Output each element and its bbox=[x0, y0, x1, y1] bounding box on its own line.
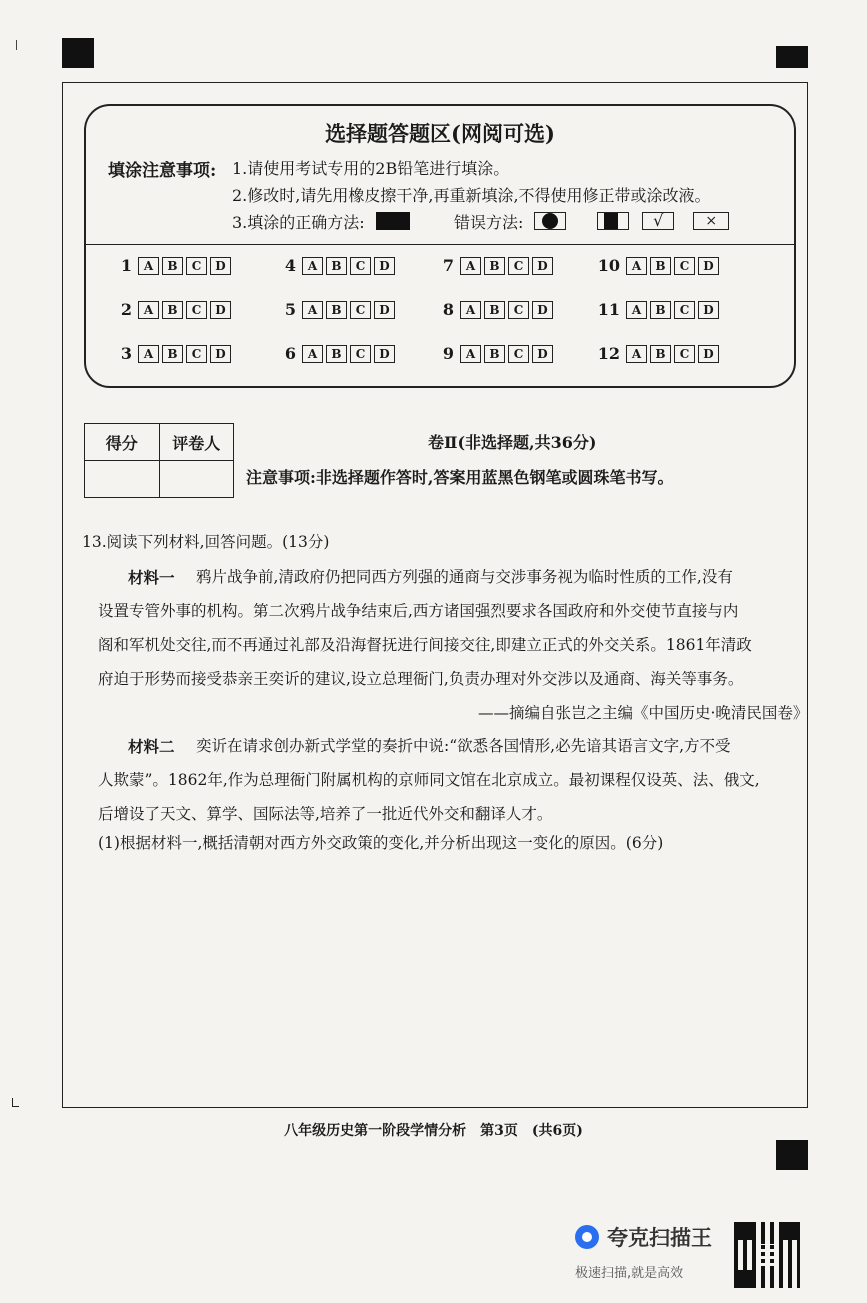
scanner-watermark bbox=[575, 1222, 712, 1281]
option-bubble-a[interactable]: A bbox=[460, 301, 481, 319]
option-bubble-a[interactable]: A bbox=[138, 257, 159, 275]
question-10 bbox=[596, 256, 722, 275]
scanner-slogan: 极速扫描,就是高效 bbox=[575, 1266, 684, 1281]
question-number: 5 bbox=[284, 300, 296, 319]
option-bubble-b[interactable]: B bbox=[484, 301, 505, 319]
question-4 bbox=[282, 256, 398, 275]
option-bubble-a[interactable]: A bbox=[302, 345, 323, 363]
option-bubble-b[interactable]: B bbox=[484, 257, 505, 275]
corner-mark-top-left bbox=[62, 38, 94, 68]
question-12 bbox=[596, 344, 722, 363]
option-bubble-c[interactable]: C bbox=[508, 345, 529, 363]
material-1-line-3: 阁和军机处交往,而不再通过礼部及沿海督抚进行间接交往,即建立正式的外交关系。1861年清政 bbox=[98, 636, 752, 654]
option-bubble-a[interactable]: A bbox=[626, 301, 647, 319]
option-bubble-d[interactable]: D bbox=[532, 345, 553, 363]
score-cell bbox=[85, 461, 160, 498]
question-number: 12 bbox=[597, 344, 620, 363]
page-footer: 八年级历史第一阶段学情分析 第3页 (共6页) bbox=[284, 1123, 583, 1139]
question-number: 2 bbox=[120, 300, 132, 319]
wrong-check-example: √ bbox=[642, 212, 674, 230]
correct-fill-example bbox=[376, 212, 410, 230]
question-number: 8 bbox=[442, 300, 454, 319]
question-number: 7 bbox=[442, 256, 454, 275]
material-2-line-2: 人欺蒙”。1862年,作为总理衙门附属机构的京师同文馆在北京成立。最初课程仅设英、法、俄文, bbox=[98, 771, 760, 789]
material-1-source: ——摘编自张岂之主编《中国历史·晚清民国卷》 bbox=[478, 704, 809, 722]
option-bubble-b[interactable]: B bbox=[650, 345, 671, 363]
option-bubble-c[interactable]: C bbox=[674, 301, 695, 319]
option-bubble-b[interactable]: B bbox=[484, 345, 505, 363]
question-number: 9 bbox=[442, 344, 454, 363]
option-bubble-a[interactable]: A bbox=[460, 345, 481, 363]
option-bubble-b[interactable]: B bbox=[650, 301, 671, 319]
option-bubble-d[interactable]: D bbox=[698, 345, 719, 363]
material-1-label: 材料一 bbox=[128, 568, 175, 587]
option-bubble-d[interactable]: D bbox=[698, 257, 719, 275]
q13-subquestion-1: (1)根据材料一,概括清朝对西方外交政策的变化,并分析出现这一变化的原因。(6分) bbox=[98, 834, 664, 852]
option-bubble-c[interactable]: C bbox=[350, 345, 371, 363]
option-bubble-c[interactable]: C bbox=[508, 257, 529, 275]
question-number: 11 bbox=[597, 300, 620, 319]
material-1-line-1: 鸦片战争前,清政府仍把同西方列强的通商与交涉事务视为临时性质的工作,没有 bbox=[196, 568, 733, 586]
question-2 bbox=[118, 300, 234, 319]
part2-notice: 注意事项:非选择题作答时,答案用蓝黑色钢笔或圆珠笔书写。 bbox=[246, 468, 674, 487]
question-5 bbox=[282, 300, 398, 319]
question-number: 6 bbox=[284, 344, 296, 363]
material-2-label: 材料二 bbox=[128, 737, 175, 756]
score-header: 得分 bbox=[85, 424, 160, 461]
option-bubble-d[interactable]: D bbox=[374, 257, 395, 275]
question-7 bbox=[440, 256, 556, 275]
option-bubble-a[interactable]: A bbox=[138, 345, 159, 363]
option-bubble-c[interactable]: C bbox=[186, 345, 207, 363]
scanner-brand: 夸克扫描王 bbox=[607, 1226, 712, 1250]
option-bubble-b[interactable]: B bbox=[650, 257, 671, 275]
option-bubble-a[interactable]: A bbox=[302, 257, 323, 275]
option-bubble-b[interactable]: B bbox=[162, 257, 183, 275]
option-bubble-c[interactable]: C bbox=[350, 257, 371, 275]
question-9 bbox=[440, 344, 556, 363]
option-bubble-d[interactable]: D bbox=[698, 301, 719, 319]
option-bubble-d[interactable]: D bbox=[532, 301, 553, 319]
option-bubble-a[interactable]: A bbox=[460, 257, 481, 275]
option-bubble-d[interactable]: D bbox=[210, 257, 231, 275]
scanner-logo-icon bbox=[575, 1225, 599, 1249]
part2-title: 卷Ⅱ(非选择题,共36分) bbox=[428, 433, 597, 452]
corner-mark-bottom-right bbox=[776, 1140, 808, 1170]
material-2-line-1: 奕䜣在请求创办新式学堂的奏折中说:“欲悉各国情形,必先谙其语言文字,方不受 bbox=[196, 737, 731, 755]
material-1-line-4: 府迫于形势而接受恭亲王奕䜣的建议,设立总理衙门,负责办理对外交涉以及通商、海关等事务。 bbox=[98, 670, 744, 688]
material-1-line-2: 设置专管外事的机构。第二次鸦片战争结束后,西方诸国强烈要求各国政府和外交使节直接与内 bbox=[98, 602, 739, 620]
option-bubble-b[interactable]: B bbox=[326, 345, 347, 363]
question-8 bbox=[440, 300, 556, 319]
crop-tick bbox=[16, 40, 17, 50]
option-bubble-b[interactable]: B bbox=[162, 301, 183, 319]
question-6 bbox=[282, 344, 398, 363]
wrong-partial-example bbox=[597, 212, 629, 230]
qr-code-icon bbox=[734, 1222, 800, 1288]
option-bubble-c[interactable]: C bbox=[508, 301, 529, 319]
option-bubble-c[interactable]: C bbox=[186, 257, 207, 275]
material-2-line-3: 后增设了天文、算学、国际法等,培养了一批近代外交和翻译人才。 bbox=[98, 805, 553, 823]
option-bubble-d[interactable]: D bbox=[532, 257, 553, 275]
grader-cell bbox=[159, 461, 234, 498]
option-bubble-a[interactable]: A bbox=[626, 257, 647, 275]
option-bubble-a[interactable]: A bbox=[138, 301, 159, 319]
question-3 bbox=[118, 344, 234, 363]
option-bubble-c[interactable]: C bbox=[186, 301, 207, 319]
question-number: 1 bbox=[120, 256, 132, 275]
option-bubble-d[interactable]: D bbox=[210, 301, 231, 319]
grader-header: 评卷人 bbox=[159, 424, 234, 461]
mc-title: 选择题答题区(网阅可选) bbox=[325, 121, 555, 146]
option-bubble-b[interactable]: B bbox=[162, 345, 183, 363]
option-bubble-d[interactable]: D bbox=[374, 301, 395, 319]
question-1 bbox=[118, 256, 234, 275]
wrong-circle-example bbox=[534, 212, 566, 230]
crop-mark bbox=[12, 1098, 19, 1107]
mc-divider bbox=[86, 244, 794, 245]
option-bubble-d[interactable]: D bbox=[210, 345, 231, 363]
option-bubble-c[interactable]: C bbox=[350, 301, 371, 319]
wrong-examples bbox=[534, 210, 729, 230]
option-bubble-b[interactable]: B bbox=[326, 257, 347, 275]
score-table bbox=[84, 423, 234, 498]
note-1: 1.请使用考试专用的2B铅笔进行填涂。 bbox=[232, 159, 510, 178]
question-number: 3 bbox=[120, 344, 132, 363]
option-bubble-c[interactable]: C bbox=[674, 345, 695, 363]
option-bubble-a[interactable]: A bbox=[626, 345, 647, 363]
wrong-method-label: 错误方法: bbox=[454, 213, 524, 232]
multiple-choice-area bbox=[84, 104, 796, 388]
wrong-cross-example: × bbox=[693, 212, 729, 230]
question-number: 10 bbox=[597, 256, 620, 275]
note-2: 2.修改时,请先用橡皮擦干净,再重新填涂,不得使用修正带或涂改液。 bbox=[232, 186, 711, 205]
notes-label: 填涂注意事项: bbox=[108, 161, 217, 181]
option-bubble-d[interactable]: D bbox=[374, 345, 395, 363]
question-11 bbox=[596, 300, 722, 319]
option-bubble-b[interactable]: B bbox=[326, 301, 347, 319]
answer-area[interactable] bbox=[98, 860, 798, 1100]
option-bubble-c[interactable]: C bbox=[674, 257, 695, 275]
q13-stem: 13.阅读下列材料,回答问题。(13分) bbox=[82, 533, 330, 551]
option-bubble-a[interactable]: A bbox=[302, 301, 323, 319]
question-number: 4 bbox=[284, 256, 296, 275]
note-3: 3.填涂的正确方法: bbox=[232, 213, 365, 232]
corner-mark-top-right bbox=[776, 46, 808, 68]
